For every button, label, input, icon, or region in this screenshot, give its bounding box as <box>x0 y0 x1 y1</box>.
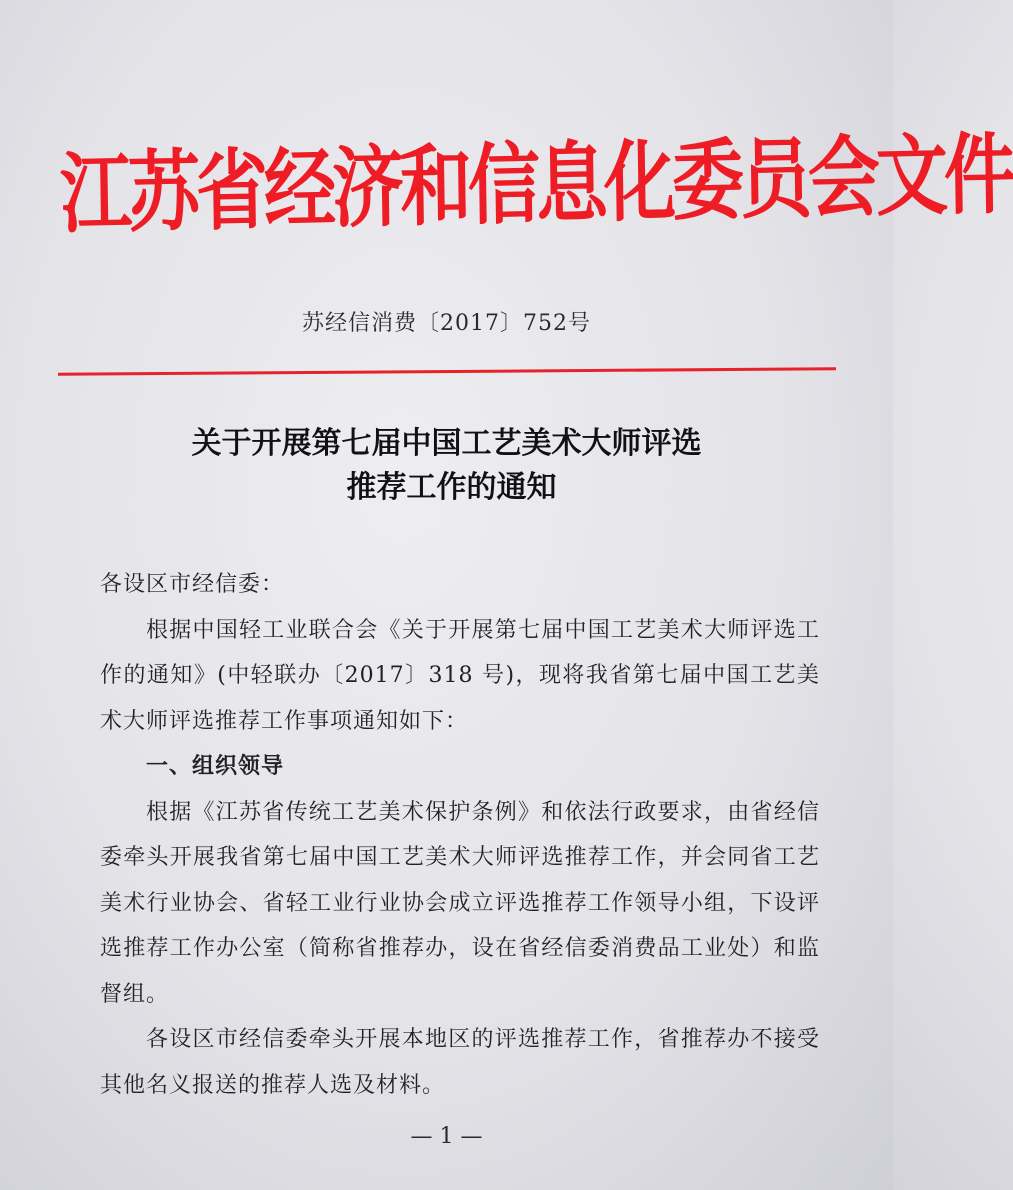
title-line-2: 推荐工作的通知 <box>346 470 557 505</box>
red-separator-line <box>58 367 836 375</box>
document-number: 苏经信消费〔2017〕752号 <box>302 311 591 336</box>
body-paragraph-1: 根据中国轻工业联合会《关于开展第七届中国工艺美术大师评选工作的通知》(中轻联办〔2017〕318 号)，现将我省第七届中国工艺美术大师评选推荐工作事项通知如下： <box>100 617 820 734</box>
body-paragraph-2: 根据《江苏省传统工艺美术保护条例》和依法行政要求，由省经信委牵头开展我省第七届中国工艺美术大师评选推荐工作，并会同省工艺美术行业协会、省轻工业行业协会成立评选推荐工作领导小组，下设评选推荐工作办公室（简称省推荐办，设在省经信委消费品工业处）和监督组。 <box>100 799 820 1007</box>
notice-body <box>100 562 820 1108</box>
section-heading-1: 一、组织领导 <box>146 754 285 779</box>
title-line-1: 关于开展第七届中国工艺美术大师评选 <box>191 426 702 461</box>
notice-title <box>0 422 893 510</box>
body-paragraph-3: 各设区市经信委牵头开展本地区的评选推荐工作，省推荐办不接受其他名义报送的推荐人选及材料。 <box>100 1027 820 1098</box>
salutation: 各设区市经信委： <box>100 572 285 597</box>
page-number: — 1 — <box>410 1124 483 1149</box>
agency-masthead: 江苏省经济和信息化委员会文件 <box>59 122 1013 246</box>
